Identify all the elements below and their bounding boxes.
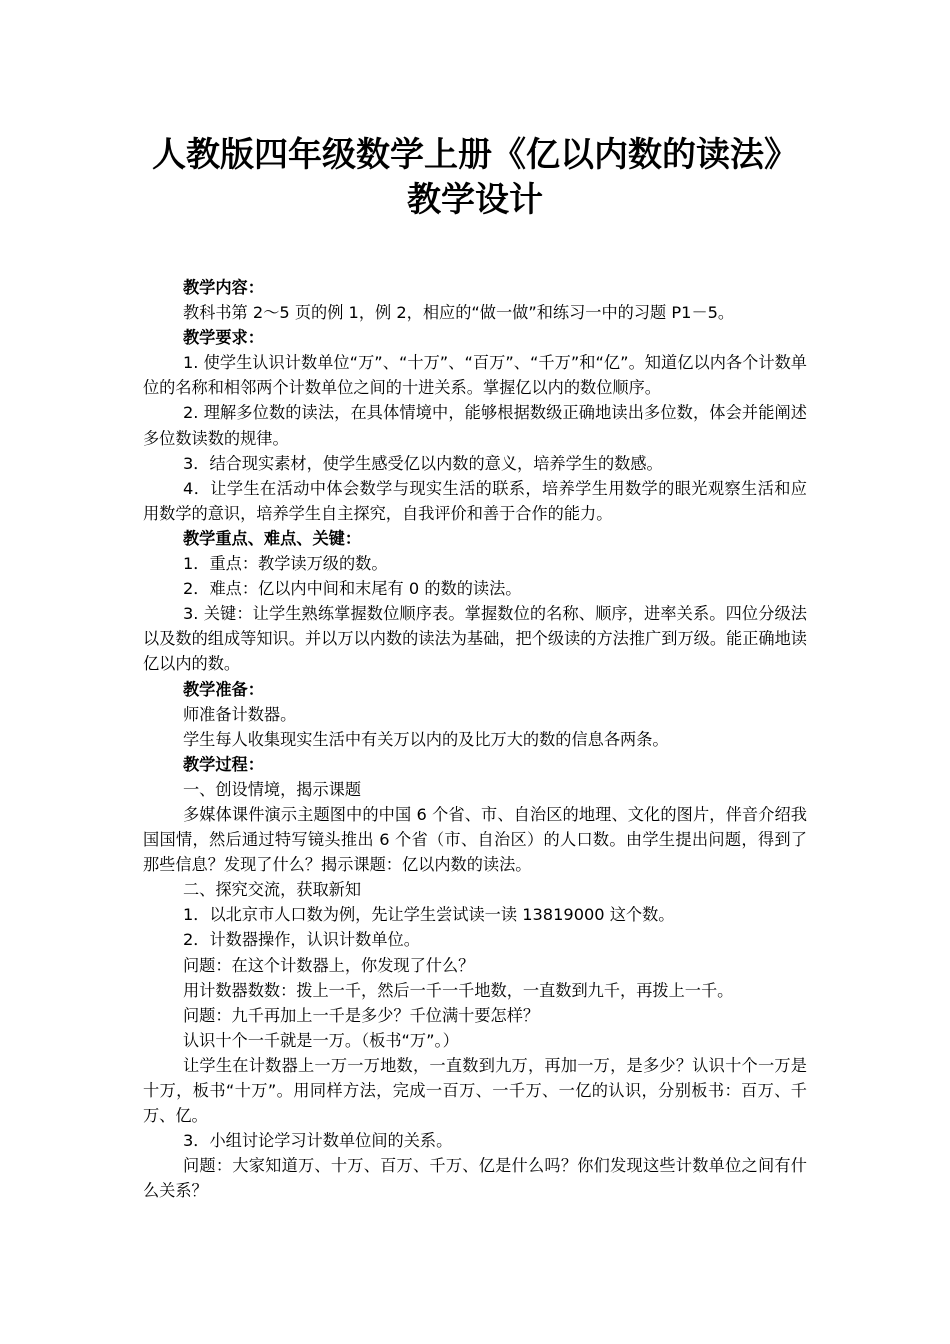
paragraph: 教科书第 2～5 页的例 1，例 2，相应的“做一做”和练习一中的习题 P1－5。 — [183, 303, 735, 323]
paragraph: 4．让学生在活动中体会数学与现实生活的联系，培养学生用数学的眼光观察生活和应用数学的意识，培养学生自主探究，自我评价和善于合作的能力。 — [143, 478, 807, 523]
document-subtitle: 教学设计 — [407, 180, 543, 220]
paragraph: 2．计数器操作，认识计数单位。 — [183, 930, 420, 950]
paragraph: 2．难点：亿以内中间和末尾有 0 的数的读法。 — [183, 579, 522, 599]
section-heading: 教学过程： — [183, 754, 264, 774]
paragraph: 1．以北京市人口数为例，先让学生尝试读一读 13819000 这个数。 — [183, 905, 675, 925]
paragraph: 一、创设情境，揭示课题 — [183, 779, 362, 799]
paragraph: 问题：大家知道万、十万、百万、千万、亿是什么吗？你们发现这些计数单位之间有什么关系？ — [143, 1156, 807, 1201]
paragraph: 二、探究交流，获取新知 — [183, 880, 362, 900]
paragraph: 让学生在计数器上一万一万地数，一直数到九万，再加一万，是多少？认识十个一万是十万，板书“十万”。用同样方法，完成一百万、一千万、一亿的认识，分别板书：百万、千万、亿。 — [143, 1055, 807, 1126]
paragraph: 师准备计数器。 — [183, 704, 297, 724]
paragraph: 3．小组讨论学习计数单位间的关系。 — [183, 1131, 453, 1151]
paragraph: 2. 理解多位数的读法，在具体情境中，能够根据数级正确地读出多位数，体会并能阐述多位数读数的规律。 — [143, 403, 807, 448]
section-heading: 教学内容： — [183, 278, 264, 297]
section-heading: 教学重点、难点、关键： — [183, 528, 362, 548]
paragraph: 多媒体课件演示主题图中的中国 6 个省、市、自治区的地理、文化的图片，伴音介绍我国国情，然后通过特写镜头推出 6 个省（市、自治区）的人口数。由学生提出问题，得到了那些信息？发现了什么？揭示课题：亿以内数的读法。 — [143, 804, 807, 875]
paragraph: 3. 关键：让学生熟练掌握数位顺序表。掌握数位的名称、顺序，进率关系。四位分级法以及数的组成等知识。并以万以内数的读法为基础，把个级读的方法推广到万级。能正确地读亿以内的数。 — [143, 604, 807, 674]
paragraph: 用计数器数数：拨上一千，然后一千一千地数，一直数到九千，再拨上一千。 — [183, 980, 734, 1000]
document-title: 人教版四年级数学上册《亿以内数的读法》 — [152, 135, 798, 175]
paragraph: 1. 使学生认识计数单位“万”、“十万”、“百万”、“千万”和“亿”。知道亿以内各个计数单位的名称和相邻两个计数单位之间的十进关系。掌握亿以内的数位顺序。 — [143, 353, 807, 398]
paragraph: 学生每人收集现实生活中有关万以内的及比万大的数的信息各两条。 — [183, 729, 669, 749]
section-heading: 教学准备： — [183, 679, 264, 699]
paragraph: 认识十个一千就是一万。（板书“万”。） — [183, 1030, 459, 1050]
paragraph: 问题：九千再加上一千是多少？千位满十要怎样？ — [183, 1005, 540, 1025]
paragraph: 问题：在这个计数器上，你发现了什么？ — [183, 955, 475, 975]
paragraph: 1．重点：教学读万级的数。 — [183, 554, 388, 574]
document-body — [143, 275, 807, 1203]
paragraph: 3．结合现实素材，使学生感受亿以内数的意义，培养学生的数感。 — [183, 453, 663, 473]
section-heading: 教学要求： — [183, 328, 264, 348]
